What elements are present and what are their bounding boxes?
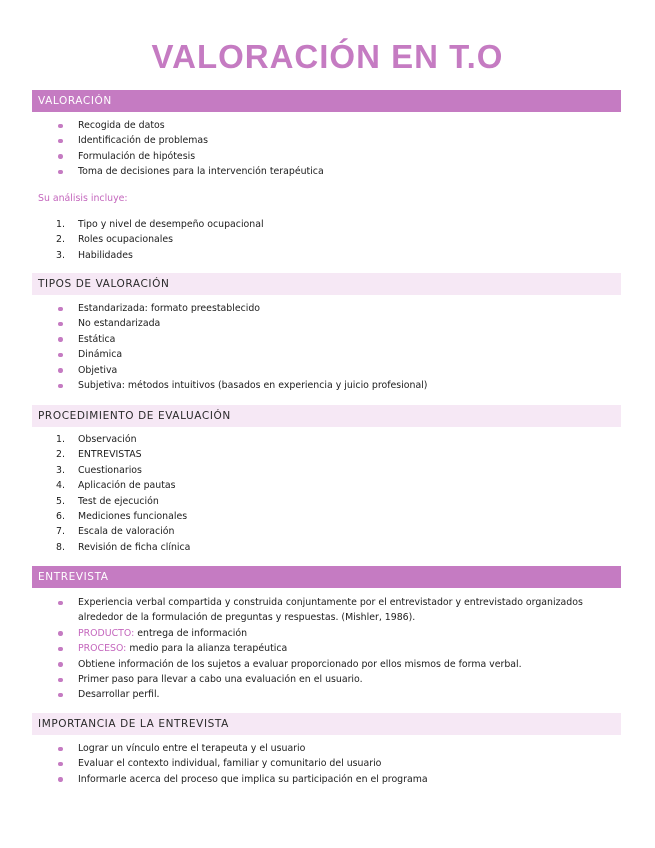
list-item: PROCESO: medio para la alianza terapéutica [0, 641, 618, 656]
list-item: 5. Test de ejecución [56, 495, 159, 507]
list-item: Objetiva [0, 363, 427, 378]
list-item: Recogida de datos [0, 118, 324, 133]
bullet-icon [58, 368, 63, 373]
list-item: Subjetiva: métodos intuitivos (basados en experiencia y juicio profesional) [0, 378, 427, 393]
bullet-icon [58, 747, 63, 752]
bullet-icon [58, 693, 63, 698]
list-item: 8. Revisión de ficha clínica [56, 541, 191, 553]
list-item: Lograr un vínculo entre el terapeuta y el usuario [0, 741, 428, 756]
bullet-icon [58, 647, 63, 652]
tipos-list [0, 301, 427, 393]
bullet-icon [58, 322, 63, 327]
bullet-icon [58, 384, 63, 389]
list-item: 3. Habilidades [56, 249, 133, 261]
bullet-icon [58, 154, 63, 159]
section-header-importancia: IMPORTANCIA DE LA ENTREVISTA [32, 713, 621, 735]
bullet-icon [58, 307, 63, 312]
list-item: Estandarizada: formato preestablecido [0, 301, 427, 316]
list-item: No estandarizada [0, 316, 427, 331]
list-item: 6. Mediciones funcionales [56, 511, 188, 523]
procedimiento-list [0, 432, 190, 555]
bullet-icon [58, 353, 63, 358]
valoracion-list [0, 118, 324, 180]
bullet-icon [58, 124, 63, 129]
importancia-list [0, 741, 428, 787]
bullet-icon [58, 762, 63, 767]
list-item: 3. Cuestionarios [56, 464, 142, 476]
list-item: 2. ENTREVISTAS [56, 449, 142, 461]
list-item: Experiencia verbal compartida y construida conjuntamente por el entrevistador y entrevistado organizados alrededor de la formulación de preguntas y respuestas. (Mishler, 1986). [0, 595, 618, 626]
entrevista-list [0, 595, 618, 703]
section-header-valoracion: VALORACIÓN [32, 90, 621, 112]
list-item: 1. Observación [56, 434, 137, 445]
list-item: 2. Roles ocupacionales [56, 234, 174, 246]
bullet-icon [58, 631, 63, 636]
bullet-icon [58, 139, 63, 144]
page-title: VALORACIÓN EN T.O [151, 38, 504, 75]
list-item: 7. Escala de valoración [56, 526, 175, 538]
list-item: Desarrollar perfil. [0, 687, 618, 702]
bullet-icon [58, 777, 63, 782]
list-item: Primer paso para llevar a cabo una evaluación en el usuario. [0, 672, 618, 687]
analisis-list [0, 217, 264, 263]
bullet-icon [58, 337, 63, 342]
section-header-procedimiento: PROCEDIMIENTO DE EVALUACIÓN [32, 405, 621, 427]
list-item: 4. Aplicación de pautas [56, 480, 176, 492]
list-item: Toma de decisiones para la intervención terapéutica [0, 164, 324, 179]
list-item: Estática [0, 332, 427, 347]
bullet-icon [58, 601, 63, 606]
list-item: Informarle acerca del proceso que implica su participación en el programa [0, 772, 428, 787]
subheading: Su análisis incluye: [38, 193, 128, 204]
list-item: Obtiene información de los sujetos a evaluar proporcionado por ellos mismos de forma verbal. [0, 657, 618, 672]
section-header-tipos: TIPOS DE VALORACIÓN [32, 273, 621, 295]
list-item: Formulación de hipótesis [0, 149, 324, 164]
list-item: PRODUCTO: entrega de información [0, 626, 618, 641]
section-header-entrevista: ENTREVISTA [32, 566, 621, 588]
bullet-icon [58, 662, 63, 667]
bullet-icon [58, 170, 63, 175]
list-item: Evaluar el contexto individual, familiar y comunitario del usuario [0, 756, 428, 771]
list-item: Dinámica [0, 347, 427, 362]
list-item: Identificación de problemas [0, 133, 324, 148]
list-item: 1. Tipo y nivel de desempeño ocupacional [56, 219, 264, 230]
bullet-icon [58, 678, 63, 683]
